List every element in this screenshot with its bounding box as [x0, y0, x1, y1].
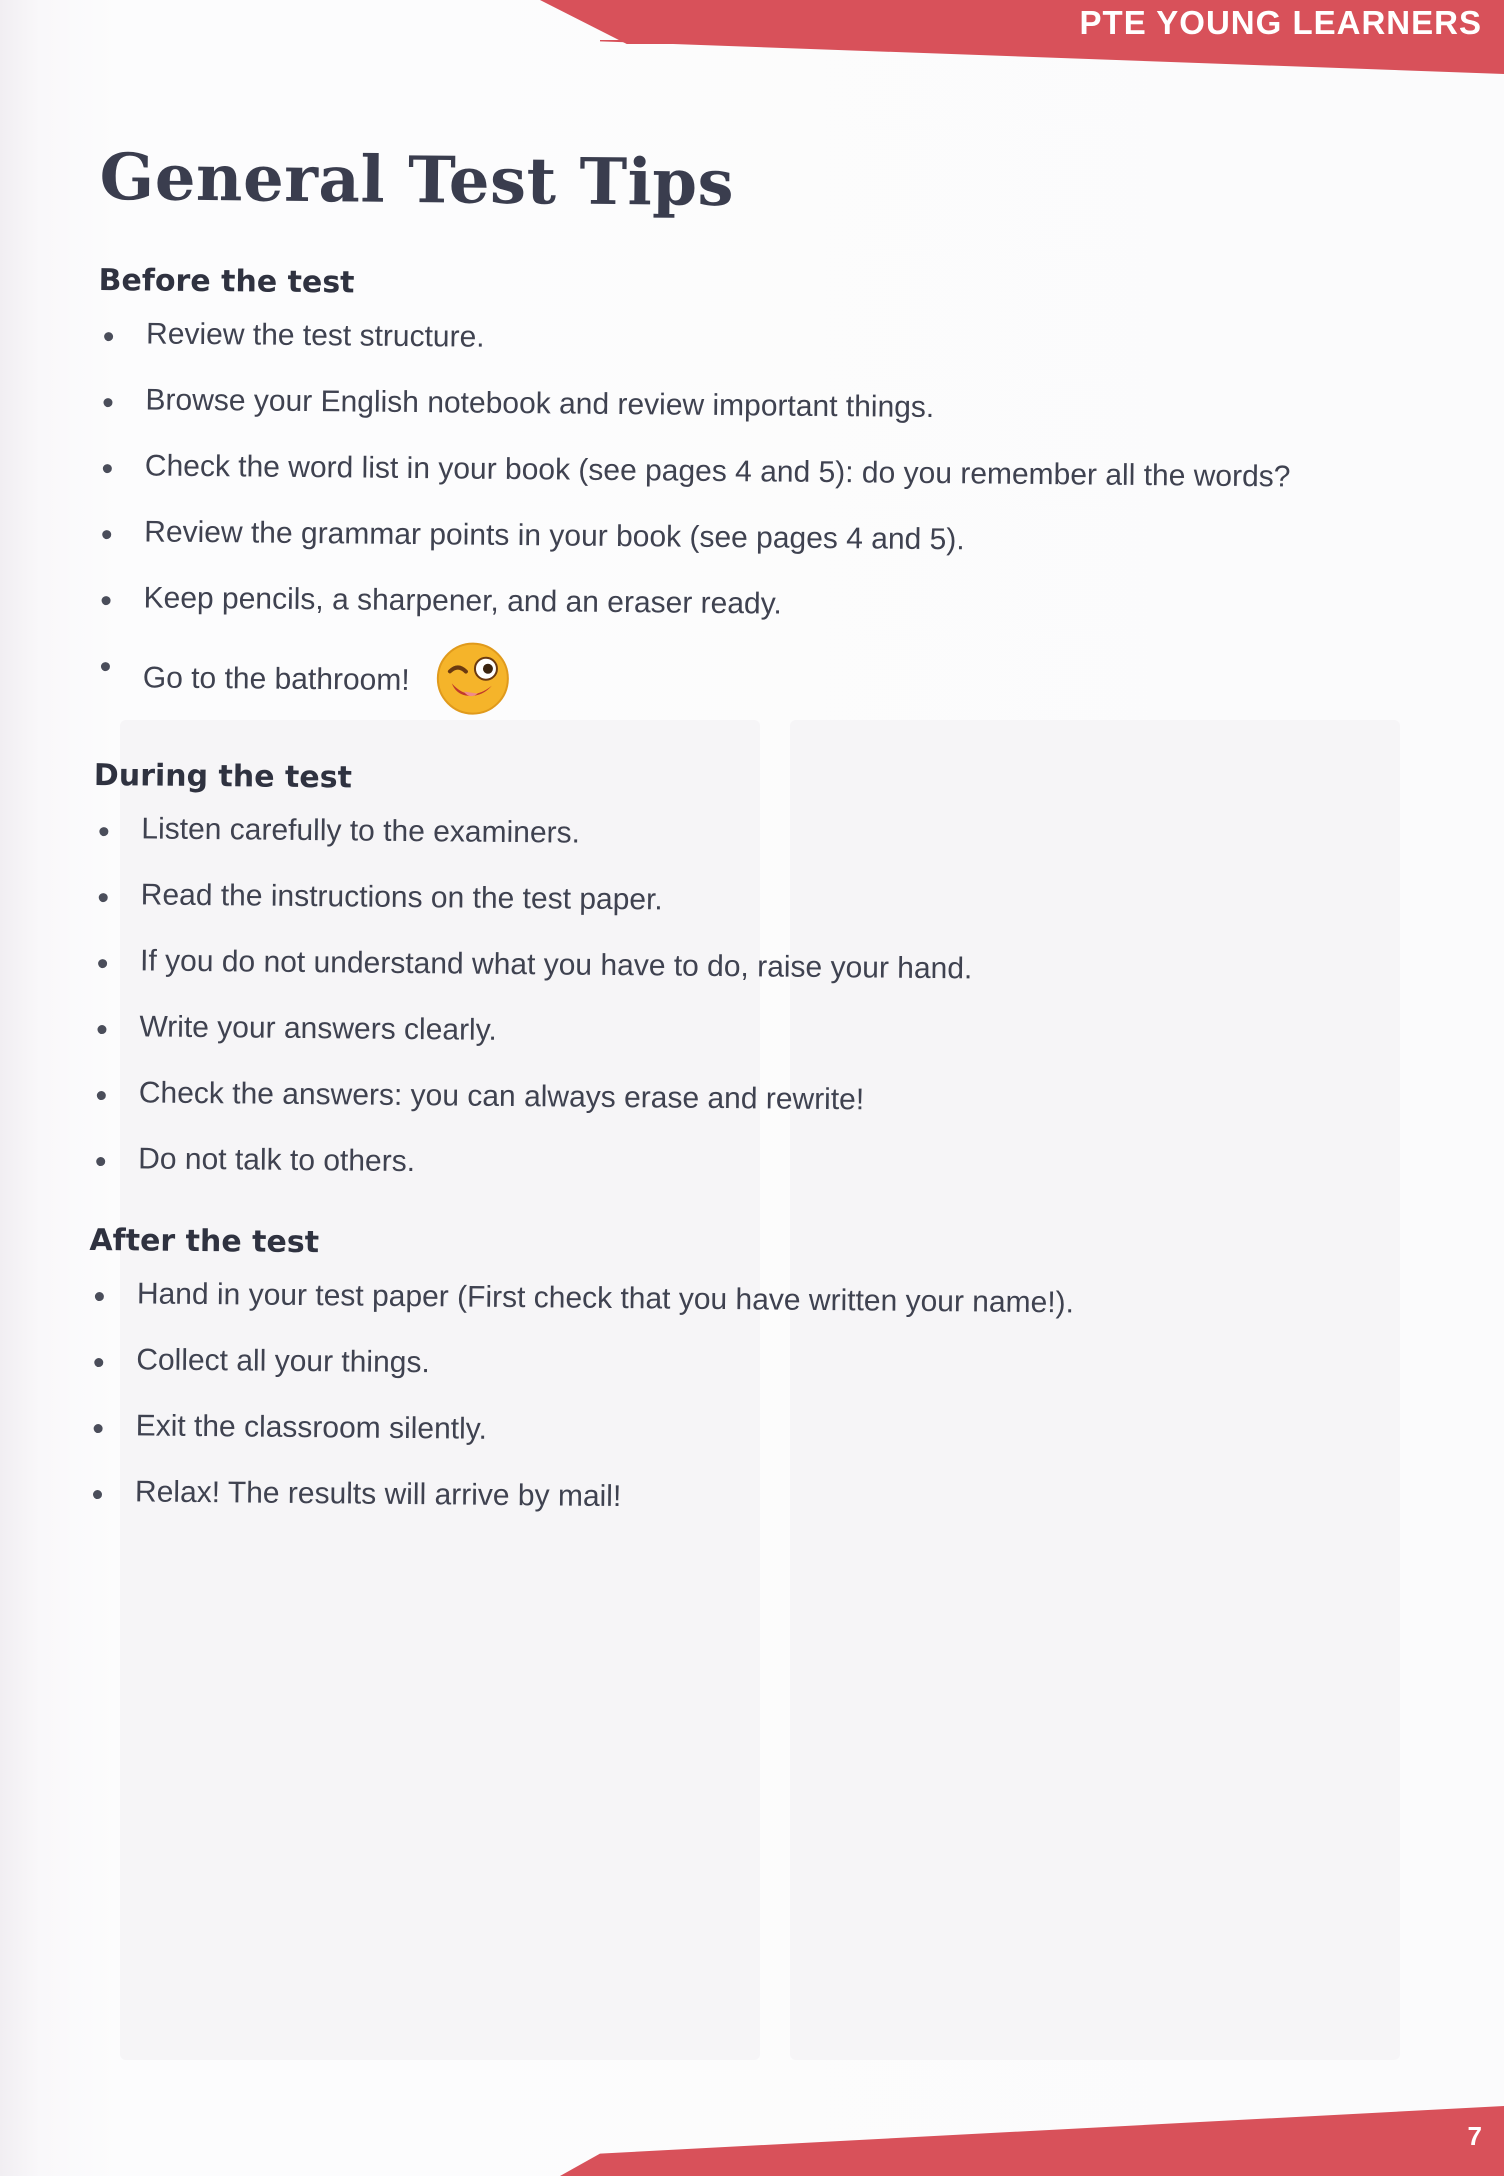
list-item: Review the test structure. [98, 312, 1398, 368]
list-item: Relax! The results will arrive by mail! [87, 1470, 1387, 1526]
tips-list [94, 312, 1398, 728]
header-band-tail [600, 40, 1504, 74]
list-item [94, 642, 1395, 728]
list-item: Exit the classroom silently. [87, 1404, 1387, 1460]
footer-band [560, 2106, 1504, 2176]
main-content [86, 140, 1400, 1568]
tips-list [87, 1272, 1389, 1526]
list-item: Collect all your things. [88, 1338, 1388, 1394]
list-item: Review the grammar points in your book (see pages 4 and 5). [96, 510, 1396, 566]
section-heading: During the test [93, 757, 353, 796]
list-item: Browse your English notebook and review important things. [97, 378, 1397, 434]
list-item: Write your answers clearly. [91, 1005, 1391, 1061]
list-item: Check the word list in your book (see pages 4 and 5): do you remember all the words? [97, 444, 1395, 500]
section-during-the-test [90, 758, 1394, 1193]
page-number: 7 [1467, 2121, 1482, 2151]
list-item: Hand in your test paper (First check that you have written your name!). [89, 1272, 1389, 1328]
section-heading: After the test [89, 1222, 320, 1261]
list-item: If you do not understand what you have to do, raise your hand. [92, 939, 1392, 995]
series-title: PTE YOUNG LEARNERS [1079, 4, 1482, 41]
section-heading: Before the test [98, 262, 355, 301]
tips-list [90, 807, 1394, 1193]
page-title: General Test Tips [99, 140, 735, 222]
list-item-text: Go to the bathroom! [142, 661, 410, 697]
list-item: Check the answers: you can always erase and rewrite! [91, 1071, 1391, 1127]
winking-face-icon [436, 641, 511, 716]
list-item: Keep pencils, a sharpener, and an eraser ready. [95, 576, 1395, 632]
list-item: Listen carefully to the examiners. [93, 807, 1393, 863]
section-after-the-test [87, 1223, 1390, 1526]
list-item: Read the instructions on the test paper. [93, 873, 1393, 929]
list-item: Do not talk to others. [90, 1137, 1390, 1193]
section-before-the-test [94, 263, 1398, 728]
